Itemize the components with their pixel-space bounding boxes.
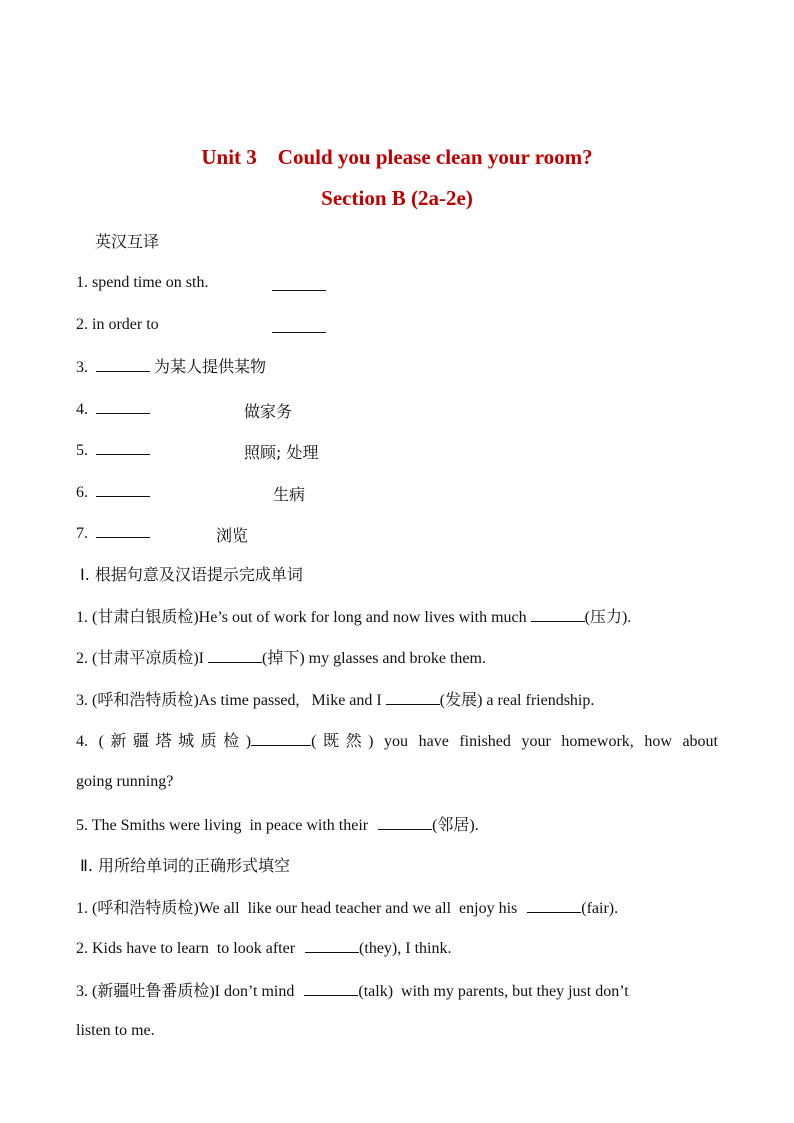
item-text: (甘肃白银质检)He’s out of work for long and now lives with much xyxy=(92,609,527,626)
list-item xyxy=(76,690,594,711)
part1-heading: Ⅰ. 根据句意及汉语提示完成单词 xyxy=(80,565,303,584)
list-item xyxy=(76,273,208,293)
item-text: (新疆塔城质检) xyxy=(98,733,252,750)
answer-blank[interactable] xyxy=(305,938,359,953)
item-number: 5. xyxy=(76,817,88,834)
item-text: (呼和浩特质检)As time passed, Mike and I xyxy=(92,692,382,709)
item-text: spend time on sth. xyxy=(92,274,209,291)
item-hint: (掉下) my glasses and broke them. xyxy=(262,650,486,667)
section-subtitle: Section B (2a-2e) xyxy=(321,186,473,210)
answer-blank[interactable] xyxy=(251,731,311,746)
item-text: in order to xyxy=(92,316,159,333)
item-number: 6. xyxy=(76,484,88,501)
list-item-continuation: going running? xyxy=(76,773,174,790)
item-text: 照顾; 处理 xyxy=(244,443,319,462)
list-item xyxy=(76,482,150,503)
item-number: 1. xyxy=(76,274,88,291)
answer-blank[interactable] xyxy=(304,981,358,996)
answer-blank[interactable] xyxy=(527,898,581,913)
answer-blank[interactable] xyxy=(272,276,326,291)
item-number: 7. xyxy=(76,525,88,542)
item-hint: (邻居). xyxy=(432,817,479,834)
answer-blank[interactable] xyxy=(96,523,150,538)
item-number: 5. xyxy=(76,442,88,459)
item-number: 4. xyxy=(76,733,88,750)
answer-blank[interactable] xyxy=(531,607,585,622)
item-hint: (既然) you have finished your homework, how about xyxy=(311,733,718,750)
item-text: 生病 xyxy=(273,485,306,504)
list-item xyxy=(76,731,718,752)
answer-blank[interactable] xyxy=(96,482,150,497)
list-item xyxy=(76,815,479,836)
item-number: 1. xyxy=(76,609,88,626)
list-item xyxy=(76,648,486,669)
answer-blank[interactable] xyxy=(96,399,150,414)
list-item xyxy=(76,523,150,544)
item-number: 2. xyxy=(76,650,88,667)
item-hint: (压力). xyxy=(584,609,632,626)
item-text: (甘肃平凉质检)I xyxy=(92,650,204,667)
list-item xyxy=(76,357,266,378)
item-text: 浏览 xyxy=(216,526,249,545)
item-number: 2. xyxy=(76,316,88,333)
list-item xyxy=(76,898,618,919)
list-item xyxy=(76,440,150,461)
item-number: 4. xyxy=(76,401,88,418)
part0-heading: 英汉互译 xyxy=(95,232,160,251)
list-item xyxy=(76,938,451,959)
answer-blank[interactable] xyxy=(96,357,150,372)
item-text: (新疆吐鲁番质检)I don’t mind xyxy=(92,983,295,1000)
item-text: 为某人提供某物 xyxy=(154,357,267,376)
answer-blank[interactable] xyxy=(386,690,440,705)
part2-heading: Ⅱ. 用所给单词的正确形式填空 xyxy=(80,856,291,875)
list-item xyxy=(76,607,631,628)
answer-blank[interactable] xyxy=(208,648,262,663)
answer-blank[interactable] xyxy=(96,440,150,455)
item-number: 3. xyxy=(76,983,88,1000)
page-title: Unit 3 Could you please clean your room? xyxy=(201,145,593,169)
list-item xyxy=(76,315,159,335)
item-number: 3. xyxy=(76,359,88,376)
answer-blank[interactable] xyxy=(272,318,326,333)
item-hint: (they), I think. xyxy=(359,940,452,957)
item-number: 2. xyxy=(76,940,88,957)
list-item xyxy=(76,399,150,420)
item-text: The Smiths were living in peace with their xyxy=(91,817,369,834)
item-text: 做家务 xyxy=(244,402,293,421)
answer-blank[interactable] xyxy=(378,815,432,830)
item-number: 3. xyxy=(76,692,88,709)
item-text: (呼和浩特质检)We all like our head teacher and we all enjoy his xyxy=(92,900,518,917)
item-hint: (fair). xyxy=(581,900,619,917)
list-item-continuation: listen to me. xyxy=(76,1022,155,1039)
item-number: 1. xyxy=(76,900,88,917)
item-text: Kids have to learn to look after xyxy=(92,940,296,957)
item-hint: (发展) a real friendship. xyxy=(439,692,595,709)
list-item xyxy=(76,981,629,1002)
item-hint: (talk) with my parents, but they just don’t xyxy=(358,983,629,1000)
